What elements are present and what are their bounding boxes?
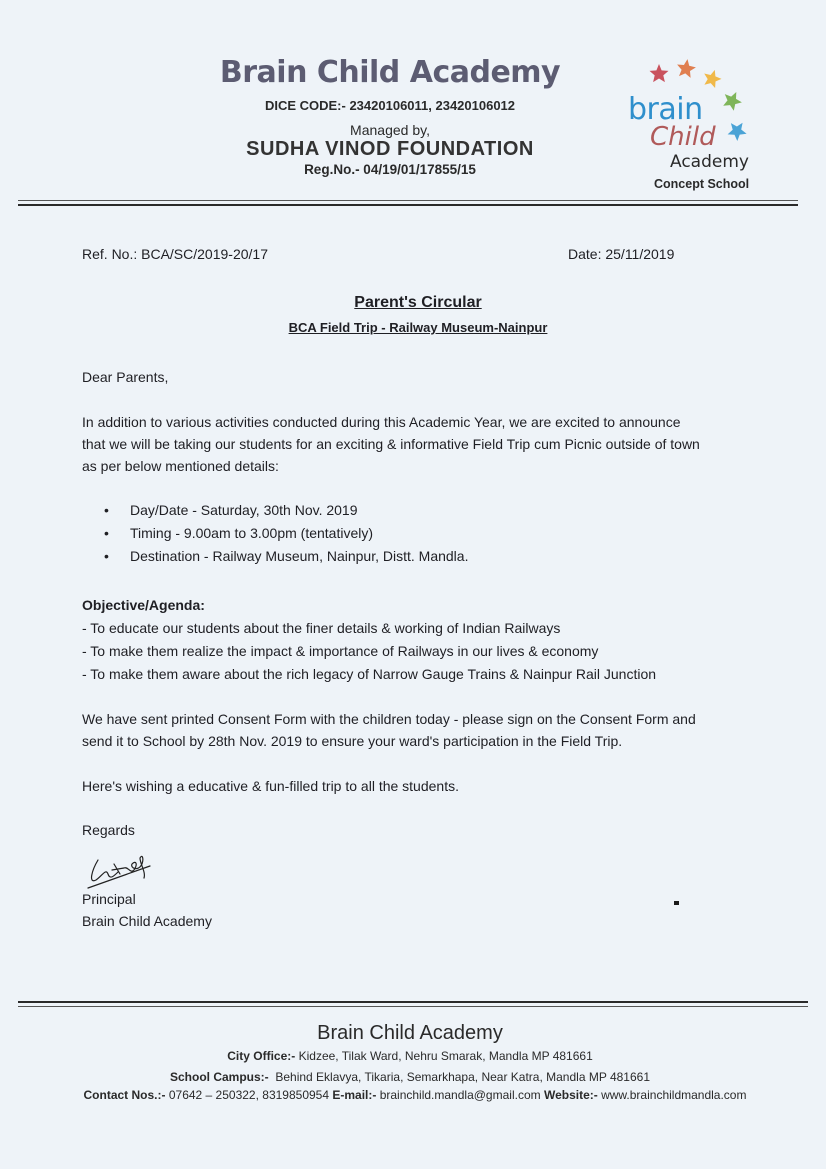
header-divider-bottom	[18, 204, 798, 206]
city-office-label: City Office:-	[227, 1049, 296, 1063]
intro-paragraph	[82, 411, 762, 477]
trip-detail-item	[104, 522, 468, 545]
intro-line: as per below mentioned details:	[82, 458, 279, 474]
bullet-icon: •	[104, 502, 109, 518]
trip-detail-text: Day/Date - Saturday, 30th Nov. 2019	[130, 502, 358, 518]
closing-wish: Here's wishing a educative & fun-filled trip to all the students.	[82, 778, 459, 794]
logo-text-academy: Academy	[670, 152, 749, 172]
circular-subtitle: BCA Field Trip - Railway Museum-Nainpur	[288, 320, 548, 335]
star-icon	[723, 92, 742, 111]
footer-contact	[40, 1088, 790, 1102]
logo-text-child: Child	[650, 122, 716, 152]
footer-school-campus	[80, 1070, 740, 1084]
principal-signature	[84, 850, 164, 892]
objective-item: - To make them aware about the rich legacy of Narrow Gauge Trains & Nainpur Rail Junction	[82, 666, 657, 682]
email-label: E-mail:-	[332, 1088, 377, 1102]
trip-details-list	[104, 499, 468, 568]
regards: Regards	[82, 822, 135, 838]
consent-line: send it to School by 28th Nov. 2019 to ensure your ward's participation in the Field Trip.	[82, 733, 623, 749]
contact-numbers: 07642 – 250322, 8319850954	[165, 1088, 333, 1102]
salutation: Dear Parents,	[82, 369, 169, 385]
trip-detail-text: Timing - 9.00am to 3.00pm (tentatively)	[130, 525, 374, 541]
trip-detail-text: Destination - Railway Museum, Nainpur, Distt. Mandla.	[130, 548, 469, 564]
dice-code: DICE CODE:- 23420106011, 23420106012	[264, 98, 516, 113]
circular-title: Parent's Circular	[354, 294, 482, 311]
consent-line: We have sent printed Consent Form with the children today - please sign on the Consent Form and	[82, 711, 696, 727]
intro-line: that we will be taking our students for an exciting & informative Field Trip cum Picnic outside of town	[82, 436, 700, 452]
footer-divider-bottom	[18, 1006, 808, 1007]
school-name-heading: Brain Child Academy	[219, 55, 561, 90]
signatory-designation: Principal	[82, 891, 136, 907]
star-icon	[704, 70, 721, 88]
star-icon	[728, 123, 747, 141]
registration-number: Reg.No.- 04/19/01/17855/15	[304, 162, 476, 177]
footer-school-name: Brain Child Academy	[317, 1022, 503, 1044]
bullet-icon: •	[104, 548, 109, 564]
logo-text-brain: brain	[628, 92, 703, 127]
reference-number: Ref. No.: BCA/SC/2019-20/17	[82, 246, 268, 262]
footer-divider-top	[18, 1001, 808, 1003]
intro-line: In addition to various activities conducted during this Academic Year, we are excited to announce	[82, 414, 681, 430]
objective-heading: Objective/Agenda:	[82, 597, 205, 613]
school-campus-label: School Campus:-	[170, 1070, 269, 1084]
letter-date: Date: 25/11/2019	[568, 246, 675, 262]
objective-item: - To make them realize the impact & importance of Railways in our lives & economy	[82, 643, 599, 659]
contact-label: Contact Nos.:-	[83, 1088, 166, 1102]
header-divider-top	[18, 200, 798, 201]
website-label: Website:-	[543, 1088, 598, 1102]
website-link[interactable]: www.brainchildmandla.com	[597, 1088, 747, 1102]
signatory-organization: Brain Child Academy	[82, 913, 212, 929]
bullet-icon: •	[104, 525, 109, 541]
trip-detail-item	[104, 499, 468, 522]
consent-paragraph	[82, 708, 772, 752]
foundation-name: SUDHA VINOD FOUNDATION	[246, 138, 534, 160]
star-icon	[677, 59, 696, 78]
objectives-list	[82, 617, 656, 686]
objective-item: - To educate our students about the finer details & working of Indian Railways	[82, 620, 561, 636]
star-icon	[650, 64, 669, 82]
email-link[interactable]: brainchild.mandla@gmail.com	[376, 1088, 544, 1102]
footer-city-office	[100, 1049, 720, 1063]
school-campus-address: Behind Eklavya, Tikaria, Semarkhapa, Near Katra, Mandla MP 481661	[268, 1070, 650, 1084]
managed-by-label: Managed by,	[350, 122, 430, 138]
trip-detail-item	[104, 545, 468, 568]
logo-text-concept-school: Concept School	[654, 177, 750, 191]
scan-speck	[674, 901, 679, 905]
city-office-address: Kidzee, Tilak Ward, Nehru Smarak, Mandla MP 481661	[295, 1049, 593, 1063]
